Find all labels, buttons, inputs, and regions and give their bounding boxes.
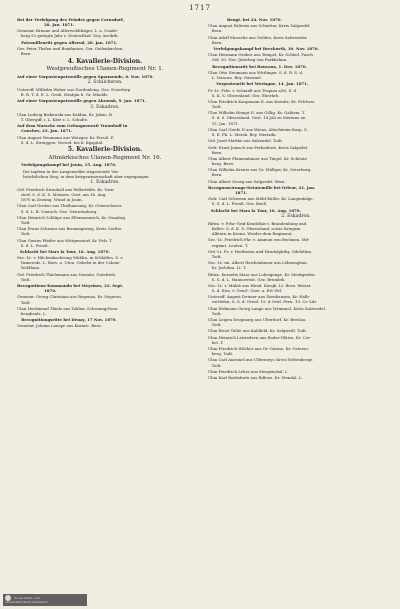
text-line: Gefr. Ernst Jemsch aus Perhaderst, Kreis Salgedel. <box>208 144 309 150</box>
text-line: Ulan Friedrich Kaupmann II. aus Kornitz, Kr. Felchow. <box>208 99 316 104</box>
text-line: bel. T. <box>208 339 224 345</box>
subsection-heading: 2. Eskadron. <box>281 213 311 219</box>
library-watermark <box>3 594 87 606</box>
engagement-heading <box>208 81 384 86</box>
text-line: Ulan Friedrich Wilcher aus Gr.-Garme, Kr. Osterso- <box>208 346 309 352</box>
text-line: Todt. <box>17 276 31 282</box>
casualty-entry <box>208 156 384 166</box>
text-line: S. S. d. L. Hannovrisit. Gez. Brumleb. <box>208 276 286 282</box>
text-line: Ulan Heinrich Leistedern aus Rader-Glätze, Kr. Cor- <box>208 334 312 340</box>
text-line: Ulan Leipen Dropmorg aus Ulterdorf, Kr. Breslau. <box>208 317 307 323</box>
text-line: Sec.-Lt. Friedrich Fhr. v. Ammun von Bechnen. Mit- <box>208 237 310 243</box>
text-line: Patrouillenritt gegen Allernd, 28. Jan. 1871. <box>17 39 118 45</box>
casualty-entry <box>17 46 193 56</box>
casualty-entry <box>208 88 384 98</box>
text-line: Recognitionsritt bei Bouvaux, 1. Dez. 1870. <box>208 63 307 69</box>
text-line: Ulan Hermann Gruber aus Tempel, Kr. Schled. Pasch. <box>208 52 314 58</box>
text-line: Pr.-Lt. Frhr. v. Schmidt aus Tespiau a/M. S. d. <box>208 87 298 93</box>
text-line: Todt. <box>17 219 31 225</box>
text-line: berg. Todt. <box>208 351 234 357</box>
text-line: 1870 in Zezung. Wund in Jouin. <box>17 197 83 203</box>
text-line: Schlacht bei Mars la Tour, 16. Aug. 1870. <box>17 248 110 254</box>
text-line: berg. Bern. <box>208 160 235 166</box>
text-line: regmnt. Leuten. T. <box>208 242 249 248</box>
text-line: Recognitions-Kommando bei Meyrines, 22. Sept. <box>17 283 124 289</box>
text-line: Todt. <box>17 231 31 237</box>
text-line: Bern. <box>208 28 223 34</box>
text-line: Gef.-Lt. Fr. v. Heitheren und Hrudolphthy. Gdelethm. <box>208 248 313 254</box>
casualty-entry <box>208 70 384 80</box>
text-line: Gef. Friedrich Strauball aus Willerfelde, Kr. Vorn- <box>17 186 115 192</box>
text-line: Auf einer Vorpostenpatrouille gegen Akronsk, 9. Jan. 1871. <box>17 98 147 104</box>
subsection-heading: 3. Eskadron. <box>90 104 120 110</box>
text-line: Ulan Erdmann Georg Lange aus Wrinnnel, Kreis Salzwedel. <box>208 305 327 311</box>
casualty-entry <box>208 357 384 367</box>
text-line: Recognitiongsritte bei Denay, 17 Nov. 1870. <box>17 317 117 323</box>
casualty-entry <box>17 255 193 270</box>
text-line: Kelles. S. d. K. S. Obsessland, sowie Kriegsm <box>208 226 301 232</box>
text-line: Vamerode. L. Bors. a. Uton. Gebelst in der Colone- <box>17 260 121 266</box>
text-line: Unteroff. Wilhelm Weber aus Nordenleng. Gez. Noordorp. <box>17 87 132 93</box>
casualty-entry <box>208 179 384 184</box>
text-line: S. E. Pk. L. Mersk. Bey. Meriadn. <box>208 131 277 137</box>
casualty-entry <box>208 335 384 345</box>
text-line: S. d. L. Preuß. <box>17 242 49 248</box>
text-line: S. d. L. Streiggen. Verwol. bei b. Kgspital. <box>17 139 104 145</box>
casualty-entry <box>17 323 193 328</box>
text-line: sterf. S. d. K. S. Meissen. Gest. am 16. Aug. <box>17 192 107 198</box>
casualty-entry <box>208 23 384 33</box>
text-line: Gef. Friedrich Thielemann aus Neunitz, Gutsfrieb. <box>17 271 117 277</box>
casualty-entry <box>17 169 193 179</box>
watermark-line-2: Landesbibliothek Düsseldorf <box>5 600 48 605</box>
text-line: Gef. Josef Mattke aus Salzendel. Todt. <box>208 138 283 144</box>
text-line: Todt. <box>208 104 222 110</box>
text-line: Gef. 30. Nov. Jüterbog von Parkbehnn. <box>208 57 288 63</box>
text-line: Bern. <box>208 149 223 155</box>
text-line: Vorpostenritt bei Meriagne, 14. Jan. 1871. <box>208 81 309 87</box>
casualty-entry <box>208 249 384 259</box>
subsection-heading: 1. Eskadron. <box>90 179 120 185</box>
text-line: Die tapfern in der Langenseller ringsetende Vor- <box>23 168 120 174</box>
casualty-entry <box>17 203 193 213</box>
casualty-entry <box>17 135 193 145</box>
text-line: 1871. <box>208 190 248 195</box>
watermark-line-1: Universitäts- und <box>13 596 40 601</box>
casualty-entry <box>208 237 384 247</box>
text-line: Bei der Verfolgung des Feindes gegen Carnsdorf, <box>17 17 124 22</box>
text-line: vortlefen. S. S. d. Ortsd. 19. d Ortd. Preu. 19. Cr.-Ldr. <box>208 299 318 305</box>
text-line: Ulan Wilhelm Kreutz aus Gr. Müllger, Kr. Osterburg. <box>208 167 312 173</box>
text-line: Ulan Carl Aurzinel aus Ulfermeyr, Kreis Wittenberge. <box>208 357 314 363</box>
text-line: S. K. S. Obsessland. Gez. Eberhrb. <box>208 92 280 98</box>
text-line: Auf einer Vorpostenpatrouille gegen Sparmonde, 6. Nov. 1870. <box>17 73 154 79</box>
section-heading: 5. Kavallerie-Division. <box>67 146 143 154</box>
text-line: 15. Jan. 1871. <box>208 120 240 126</box>
casualty-entry <box>208 346 384 356</box>
text-line: berg 52 gerügtn Jahr z. Deutschhof. Gey. Aredrik. <box>17 33 119 39</box>
text-line: Ulan August Palterm aus Schnittar, Kreis Salgsedel. <box>208 23 311 29</box>
casualty-entry <box>17 294 193 304</box>
text-line: S. d. S. Obsessland. Gest. 14 Juli zu Meriane an <box>208 115 306 121</box>
text-line: Sec.-Lt. v. Mühle aus Wend. Kuvgb. Lt. Bern. Weizst. <box>208 282 312 288</box>
engagement-heading <box>17 283 193 293</box>
engagement-heading <box>17 98 193 103</box>
casualty-entry <box>208 328 384 333</box>
text-line: Ulan Carl Griefe II aus Wiens, Altschitzim-Kasp. S. <box>208 126 308 132</box>
casualty-entry <box>208 272 384 282</box>
casualty-entry <box>208 369 384 374</box>
engagement-heading <box>208 46 384 51</box>
casualty-entry <box>208 283 384 293</box>
right-column <box>208 17 384 381</box>
text-line: Recognoscirungs-Detatemille bei Orleur, 21. Jan. <box>208 184 316 190</box>
text-line: Bern. <box>17 51 32 57</box>
text-line: Todt. <box>208 253 222 259</box>
engagement-heading <box>17 123 193 133</box>
casualty-entry <box>17 306 193 316</box>
text-line: Ulan Herdinand Thiele aus Tehlen, Schwanig/Nom- <box>17 305 119 311</box>
text-line: Todt. <box>17 299 31 305</box>
casualty-entry <box>208 99 384 109</box>
text-line: B. R. T. d. E. L. Grub. Mrafgin b. Gr. Mäuldr. <box>17 92 108 98</box>
text-line: Auf dem Marsche zum Gefangnenexit Traunhoff in <box>17 123 128 129</box>
casualty-entry <box>17 272 193 282</box>
page-number: 1717 <box>189 4 211 12</box>
text-line: S. d. Eiss. v. Gend'. Gest. a. Erl.-Erl. <box>208 288 283 293</box>
text-line: berghanlz. L. <box>17 310 47 316</box>
engagement-heading <box>208 185 384 195</box>
text-line: Ulan Ernst Tollte aus Kahlfeld, Kr. Salgwedl. Todt. <box>208 328 308 334</box>
text-line: Gefr. Carl Schwenn aus Mühl-Küller, Kr. Langenfalge. <box>208 196 314 202</box>
casualty-entry <box>208 294 384 304</box>
text-line: Ulan Wilhelm Hempt II. aus Gillig, Kr. Galitzm. T. <box>208 110 306 116</box>
casualty-entry <box>208 306 384 316</box>
text-line: S. d. L. B. Umroch. Gez. Neuweinburg. <box>17 208 98 214</box>
text-line: Bern. <box>208 172 223 178</box>
text-line: Kr. Jerlohm. Lt. T. <box>208 265 247 271</box>
engagement-heading <box>17 74 193 79</box>
text-line: 1870. <box>17 288 57 294</box>
text-line: Gemeinr. Johann Lauspe aus Karnee. Bern. <box>17 323 102 329</box>
section-heading: Westpreußisches Ulanen-Regiment Nr. 1. <box>46 66 164 73</box>
text-line: Verfolgungskampf bei Jouin, 15. Aug. 1870. <box>17 162 117 168</box>
text-line: Rittm. v. Frhr.-Graf Kendelkis v. Brandenburg und <box>208 220 307 226</box>
casualty-entry <box>208 375 384 380</box>
text-line: Todt. <box>208 310 222 316</box>
engagement-heading <box>17 249 193 254</box>
casualty-entry <box>17 226 193 236</box>
text-line: Ulan Adolf Mussche aus Gelden, Kreis Salwweder. <box>208 34 308 40</box>
casualty-entry <box>17 187 193 202</box>
text-line: Bengt. bei 24. Nov. 1870. <box>208 17 282 22</box>
text-line: Ulan Gustav Pfeifer aus Wittgenstorf, Kr. Felz. T. <box>17 237 113 243</box>
casualty-entry <box>208 196 384 206</box>
casualty-entry <box>208 110 384 125</box>
text-line: L. Duncan. Bey. Gussinel. <box>208 75 262 81</box>
text-line: Unteroff. August Detmer aus Ilsenhausen, Kr. Halb- <box>208 294 310 300</box>
casualty-entry <box>17 238 193 248</box>
text-line: Ulan Albert Georg aus Salgsedel. Bern. <box>208 178 286 184</box>
casualty-entry <box>208 260 384 270</box>
engagement-heading <box>208 64 384 69</box>
text-line: Gemeinr. Georg Christiani aus Regensa, Kr. Segeron. <box>17 294 122 300</box>
text-line: Verfolgungskampf bei Breckurth, 30. Nov. 1870. <box>208 46 319 52</box>
section-heading: 4. Kavallerie-Division. <box>67 57 143 65</box>
text-line: S. S. d. L. Preuß. Gez. Beeß. <box>208 201 268 207</box>
casualty-entry <box>17 215 193 225</box>
engagement-heading <box>208 17 384 22</box>
text-line: Sec.-Lt. v. Hilchenbachrung Mühlin, in Schlalfen. S. v. <box>17 255 124 261</box>
text-line: Ulan Friedrich Lehre aus Mergensbal. L. <box>208 368 289 374</box>
text-line: Conches, 23. Jan. 1871. <box>17 128 73 134</box>
text-line: Ulan Franz Schwarz aus Brommgerieg, Kreis Gorlitz. <box>17 226 123 232</box>
engagement-heading <box>208 208 384 213</box>
casualty-entry <box>208 145 384 155</box>
engagement-heading <box>17 317 193 322</box>
text-line: brüchtlichen Sieg, in dem kriegswissenschaft aber engegangen. <box>23 173 150 179</box>
engagement-heading <box>17 162 193 167</box>
engagement-heading <box>17 40 193 45</box>
casualty-entry <box>208 221 384 236</box>
text-line: Schlacht bei Mars la Tour, 16. Aug. 1870. <box>208 207 301 213</box>
text-line: Todt. <box>208 322 222 328</box>
text-line: Ger. Peter Thelen und Bonifanten, Ger. Geilenkirchen. <box>17 46 124 52</box>
text-line: Bern. <box>208 39 223 45</box>
casualty-entry <box>208 138 384 143</box>
text-line: Rittm. Kernehe Mass aus Loheigenge, Kr. Merkgrafen. <box>208 271 316 277</box>
text-line: Ulan Karl Rosbsfurts aus Rdlenz, Kr. Stendal. L. <box>208 375 303 381</box>
casualty-entry <box>208 35 384 45</box>
text-line: Ulan Ludwig Biskowski aus Kaldan, Kr. Jekno. B. <box>17 111 114 117</box>
section-heading: Altmärkisches Ulanen-Regiment Nr. 16. <box>48 154 162 161</box>
casualty-entry <box>17 87 193 97</box>
casualty-entry <box>17 112 193 122</box>
text-line: Ulan August Neumann aus Wotzger, Kr. Preuß. F. <box>17 134 115 140</box>
casualty-entry <box>208 52 384 62</box>
text-line: 28. Jan. 1871. <box>17 22 75 28</box>
text-line: Ulan Albert Pfannenhauer aus Tingel. Kr. Schöntz- <box>208 155 308 161</box>
text-line: Albtern in Kronn. Wieder dem Regiment. <box>208 231 293 237</box>
left-column <box>17 17 193 330</box>
casualty-entry <box>208 317 384 327</box>
text-line: T. Gbergiff, i. L. Klee z. L. Schulte. <box>17 116 89 122</box>
engagement-heading <box>17 17 193 27</box>
text-line: Ulan Heinrich Schlüpe aus Ellenmeinrich, Kr. Osnabrg. <box>17 214 127 220</box>
subsection-heading: 2. Schilcheron. <box>87 80 123 86</box>
casualty-entry <box>17 28 193 38</box>
casualty-entry <box>208 127 384 137</box>
text-line: Woldham. <box>17 265 41 271</box>
casualty-entry <box>208 167 384 177</box>
text-line: Sec.-Lt.-im. Albert Reichenhauer aus Löhnenghan, <box>208 260 308 266</box>
text-line: Ulan Otto Neumann aus Wittlinger. S. d. R. S. d. <box>208 69 304 75</box>
text-line: Todt. <box>208 362 222 368</box>
text-line: Gemeinr. Braune und Allerwohlthäger. L. a. Conde- <box>17 28 119 34</box>
text-line: Ulan Carl Groher aus Thelhansung, Kr. Osterschoser. <box>17 203 123 209</box>
